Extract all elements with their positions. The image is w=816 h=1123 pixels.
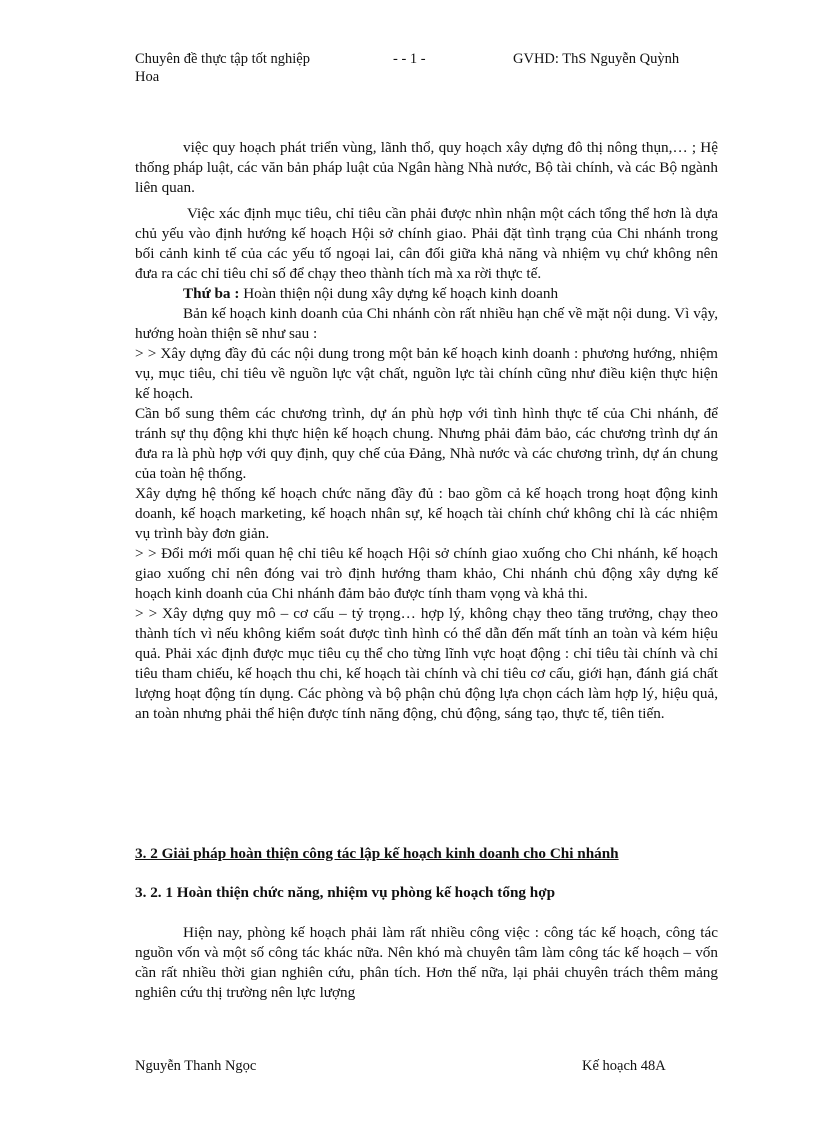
paragraph: Xây dựng hệ thống kế hoạch chức năng đầy đủ : bao gồm cả kế hoạch trong hoạt động kinh doanh, kế hoạch marketing, kế hoạch nhân sự, kế hoạch tài chính chứ không chỉ là các nhiệm vụ trình bày đơn giản. xyxy=(135,485,718,542)
document-body xyxy=(135,138,718,724)
paragraph: > > Đổi mới mối quan hệ chỉ tiêu kế hoạch Hội sở chính giao xuống cho Chi nhánh, kế hoạch giao xuống chỉ nên đóng vai trò định hướng tham khảo, Chi nhánh chủ động xây dựng kế hoạch kinh doanh của Chi nhánh đảm bảo được tính tham vọng và khả thi. xyxy=(135,545,718,602)
document-body-continued xyxy=(135,923,718,1003)
header-advisor-wrap: Hoa xyxy=(135,69,160,85)
subsection-title: 3. 2. 1 Hoàn thiện chức năng, nhiệm vụ phòng kế hoạch tổng hợp xyxy=(135,884,556,901)
paragraph: Cần bổ sung thêm các chương trình, dự án phù hợp với tình hình thực tế của Chi nhánh, để tránh sự thụ động khi thực hiện kế hoạch chung. Nhưng phải đảm bảo, các chương trình dự án đưa ra là phù hợp với quy định, quy chế của Đảng, Nhà nước và các chương trình, dự án chung của toàn hệ thống. xyxy=(135,405,718,482)
footer-class: Kế hoạch 48A xyxy=(582,1058,666,1074)
paragraph: Bản kế hoạch kinh doanh của Chi nhánh còn rất nhiều hạn chế về mặt nội dung. Vì vậy, hướng hoàn thiện sẽ như sau : xyxy=(135,305,718,342)
paragraph: Hiện nay, phòng kế hoạch phải làm rất nhiều công việc : công tác kế hoạch, công tác nguồn vốn và một số công tác khác nữa. Nên khó mà chuyên tâm làm công tác kế hoạch – vốn cần rất nhiều thời gian nghiên cứu, phân tích. Hơn thế nữa, lại phải chuyên trách thêm mảng nghiên cứu thị trường nên lực lượng xyxy=(135,924,718,1001)
paragraph-heading-text: Hoàn thiện nội dung xây dựng kế hoạch kinh doanh xyxy=(239,285,559,302)
paragraph-heading xyxy=(135,284,718,304)
paragraph: Việc xác định mục tiêu, chỉ tiêu cần phải được nhìn nhận một cách tổng thể hơn là dựa chủ yếu vào định hướng kế hoạch Hội sở chính giao. Phải đặt tình trạng của Chi nhánh trong bối cảnh kinh tế của các yếu tố ngoại lai, cân đối giữa khả năng và nhiệm vụ chứ không nên đưa ra các chỉ tiêu chỉ số để chạy theo thành tích mà xa rời thực tế. xyxy=(135,205,718,282)
paragraph: việc quy hoạch phát triển vùng, lãnh thổ, quy hoạch xây dựng đô thị nông thụn,… ; Hệ thống pháp luật, các văn bản pháp luật của Ngân hàng Nhà nước, Bộ tài chính, và các Bộ ngành liên quan. xyxy=(135,139,718,196)
section-title: 3. 2 Giải pháp hoàn thiện công tác lập kế hoạch kinh doanh cho Chi nhánh xyxy=(135,845,619,862)
paragraph: > > Xây dựng đầy đủ các nội dung trong một bản kế hoạch kinh doanh : phương hướng, nhiệm vụ, mục tiêu, chỉ tiêu về nguồn lực vật chất, nguồn lực tài chính cũng như điều kiện thực hiện kế hoạch. xyxy=(135,345,718,402)
paragraph-heading-bold: Thứ ba : xyxy=(183,285,240,302)
header-title: Chuyên đề thực tập tốt nghiệp xyxy=(135,51,310,67)
header-advisor: GVHD: ThS Nguyễn Quỳnh xyxy=(513,51,680,67)
paragraph: > > Xây dựng quy mô – cơ cấu – tỷ trọng… hợp lý, không chạy theo tăng trưởng, chạy theo thành tích vì nếu không kiểm soát được tình hình có thể dẫn đến mất tính an toàn và kém hiệu quả. Phải xác định được mục tiêu cụ thể cho từng lĩnh vực hoạt động : chỉ tiêu tài chính và chỉ tiêu tham chiếu, kế hoạch thu chi, kế hoạch tài chính và chỉ tiêu cơ cấu, giới hạn, đánh giá chất lượng hoạt động tín dụng. Các phòng và bộ phận chủ động lựa chọn cách làm hợp lý, hiệu quả, an toàn nhưng phải thể hiện được tính năng động, chủ động, sáng tạo, thực tế, tiên tiến. xyxy=(135,605,718,722)
footer-author: Nguyễn Thanh Ngọc xyxy=(135,1058,257,1074)
page-number: - - 1 - xyxy=(393,51,426,67)
